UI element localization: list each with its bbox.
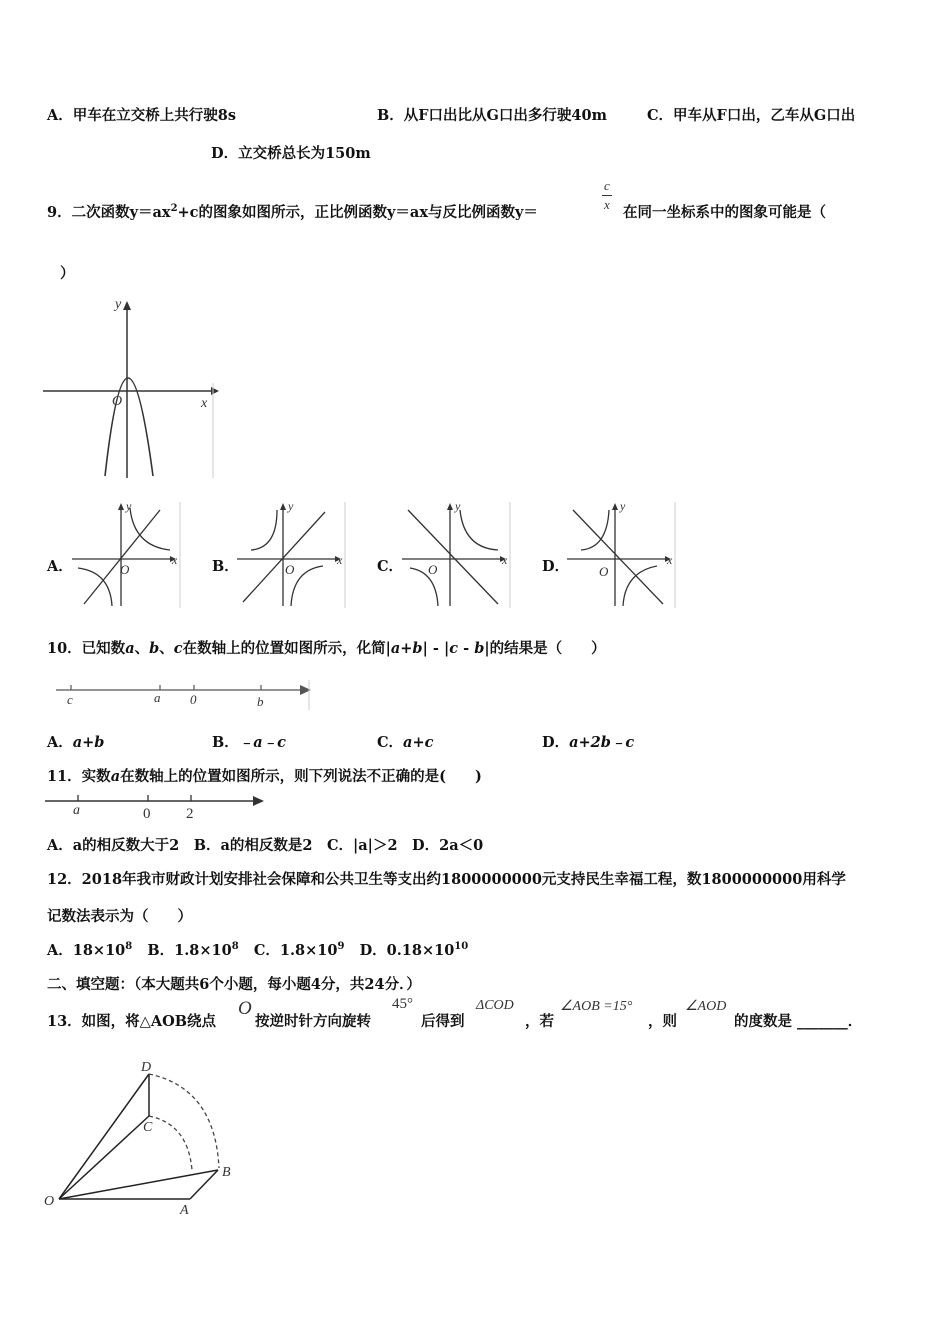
q9-a-x: x [172,553,178,567]
q12-opt-d: D．0.18×10 [359,942,455,959]
q9-b-y: y [288,499,294,513]
q13-figure [40,1058,250,1218]
q13-label-o: O [44,1194,55,1209]
q9-option-a-graph [72,499,182,608]
q9-x-label: x [201,396,208,411]
q13-p1: 13．如图，将△AOB绕点 [47,1013,216,1030]
q8-option-c: C．甲车从F口出，乙车从G口出 [647,107,856,124]
q10-opt-c-val: a+c [403,734,434,751]
q9-mid: +c的图象如图所示，正比例函数y＝ax与反比例函数y＝ [177,204,538,221]
q10-end: |的结果是（ ） [484,640,606,657]
q10-option-d [542,731,634,752]
q10-number-line [56,680,321,710]
q10-label-0: 0 [190,692,197,707]
q9-d-x: x [667,553,673,567]
q10-minus2: - [458,640,475,657]
q10-plus: + [400,640,413,657]
q9-a-o: O [120,562,130,577]
q9-suffix: 在同一坐标系中的图象可能是（ [623,204,826,221]
q9-option-c-graph [402,499,512,608]
q10-opt-d-label: D． [542,734,570,751]
q10-opt-c-label: C． [377,734,404,751]
q13-p4: ，若 [525,1013,554,1030]
q12-opt-c: C．1.8×10 [253,942,338,959]
q11-var-a: a [110,768,121,785]
q11-pre: 11．实数 [47,768,111,785]
q13-point-o: O [238,998,252,1019]
q13-aob: ∠AOB =15° [560,999,633,1014]
q9-option-a-label: A． [47,558,73,575]
q10-opt-b-val: ﹣a﹣c [238,734,286,751]
q10-opt-b-label: B． [212,734,239,751]
q12-opt-b-exp: 8 [231,941,239,953]
q8-option-d: D．立交桥总长为150m [211,145,371,162]
q12-line1: 12．2018年我市财政计划安排社会保障和公共卫生等支出约1800000000元支持民生幸福工程，数1800000000用科学 [47,871,846,888]
q13-label-a: A [180,1203,189,1218]
q13-label-d: D [141,1060,152,1075]
q9-b-x: x [337,553,343,567]
q9-option-c-label: C． [377,558,404,575]
q11-stem [47,765,482,786]
q9-sup: 2 [170,203,178,215]
q13-p6: 的度数是 _______． [734,1013,863,1030]
q9-y-label: y [115,297,122,312]
q9-prefix: 9．二次函数y＝ax [47,204,171,221]
q10-option-b [212,731,286,752]
q9-option-b-graph [237,499,347,608]
q9-option-b-label: B． [212,558,239,575]
q13-label-b: B [222,1165,231,1180]
q10-sep2: 、 [159,640,174,657]
q10-option-a [47,731,104,752]
q11-options: A．a的相反数大于2 B．a的相反数是2 C．|a|＞2 D．2a＜0 [47,837,484,854]
q9-d-y: y [620,499,626,513]
q8-option-b: B．从F口出比从G口出多行驶40m [377,107,607,124]
q9-option-d-graph [567,499,677,608]
q12-opt-a-exp: 8 [125,941,133,953]
q13-angle: 45° [392,996,413,1012]
q9-c-x: x [502,553,508,567]
q13-aod: ∠AOD [685,999,727,1014]
q10-minus1: | - | [422,640,450,657]
q11-label-0: 0 [143,806,151,822]
q13-p2: 按逆时针方向旋转 [255,1013,371,1030]
q10-label-b: b [257,694,264,709]
q13-label-c: C [143,1120,153,1135]
q9-frac-num: c [602,177,612,196]
q10-opt-a-label: A． [47,734,73,751]
q9-option-d-label: D． [542,558,570,575]
q10-stem [47,637,606,658]
q10-sep1: 、 [134,640,150,657]
q11-number-line [45,792,275,822]
q9-c-y: y [455,499,461,513]
q9-d-o: O [599,564,609,579]
q10-mid: 在数轴上的位置如图所示，化简| [182,640,391,657]
q10-option-c [377,731,433,752]
q9-a-y: y [126,499,132,513]
q10-expr-c: c [449,640,459,657]
q13-p5: ，则 [648,1013,677,1030]
q12-line2: 记数法表示为（ ） [47,908,192,925]
q10-num: 10．已知数 [47,640,126,657]
q12-opt-d-exp: 10 [454,941,469,953]
q10-expr-b: b [412,640,423,657]
q11-post: 在数轴上的位置如图所示，则下列说法不正确的是( ) [120,768,482,785]
q10-var-c: c [173,640,183,657]
q10-opt-a-val: a+b [72,734,105,751]
q10-label-c: c [67,692,73,707]
q13-p3: 后得到 [421,1013,465,1030]
q12-opt-c-exp: 9 [337,941,345,953]
q9-origin-label: O [112,394,123,409]
q9-frac-den: x [604,197,610,212]
q12-options [47,939,468,960]
q12-opt-b: B．1.8×10 [147,942,232,959]
q10-var-a: a [125,640,135,657]
q9-c-o: O [428,562,438,577]
q13-cod: ΔCOD [476,998,514,1013]
q9-fraction [602,177,612,214]
q10-var-b: b [149,640,160,657]
q9-stem [47,201,538,222]
q12-opt-a: A．18×10 [47,942,126,959]
q9-close: ） [60,265,75,282]
q8-option-a: A．甲车在立交桥上共行驶8s [47,107,237,124]
q9-parabola-graph [43,298,223,483]
q9-b-o: O [285,562,295,577]
section-2-title: 二、填空题：（本大题共6个小题，每小题4分，共24分．） [47,976,421,993]
q11-label-2: 2 [186,806,194,822]
q11-label-a: a [73,803,80,818]
q10-expr-b2: b [474,640,485,657]
q10-label-a: a [154,690,161,705]
q10-opt-d-val: a+2b﹣c [569,734,635,751]
q10-expr-a: a [390,640,401,657]
